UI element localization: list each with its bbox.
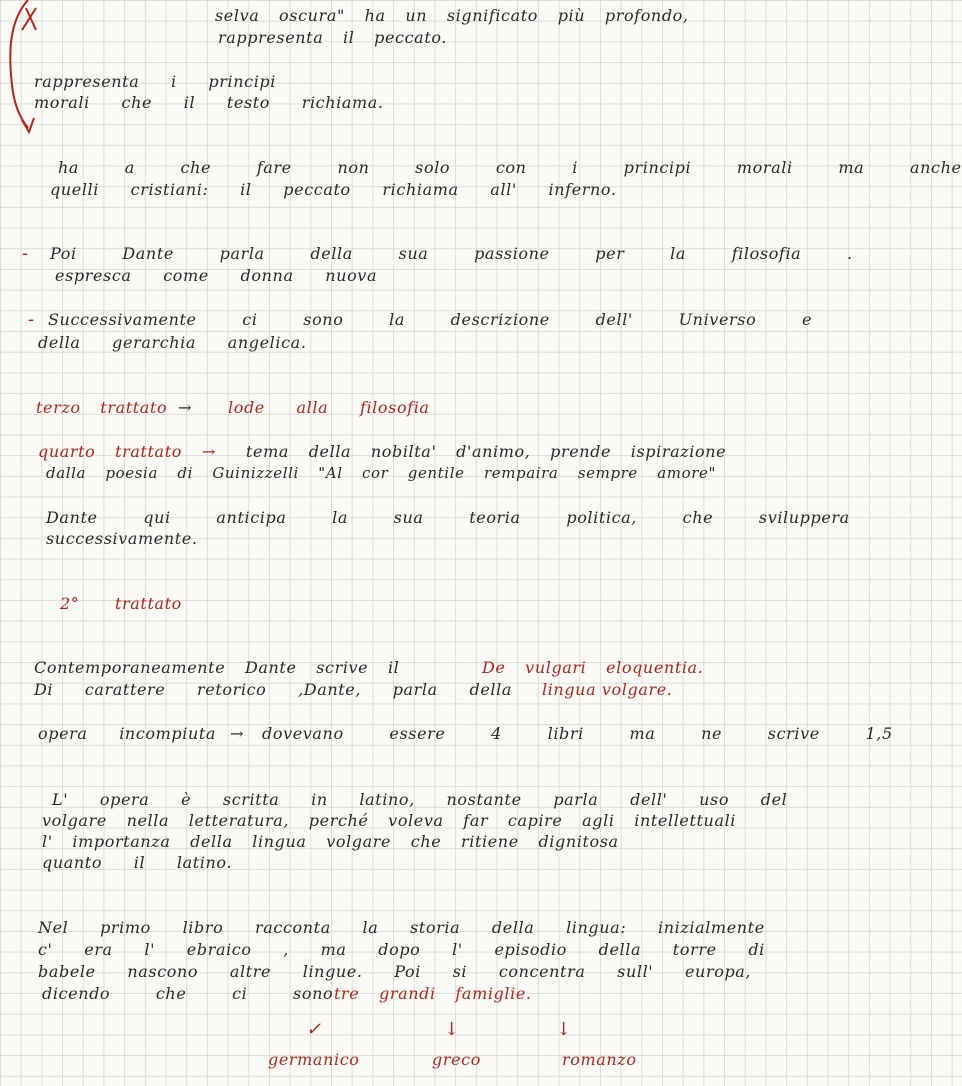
bullet-dash: - <box>28 309 35 330</box>
text-line: volgare nella letteratura, perché voleva far capire agli intellettuali <box>42 811 737 830</box>
text-line: morali che il testo richiama. <box>34 93 384 112</box>
text-line: Di carattere retorico ,Dante, parla della <box>34 680 512 699</box>
text-line: rappresenta il peccato. <box>218 28 447 47</box>
text-line: tema della nobilta' d'animo, prende ispirazione <box>246 442 727 461</box>
section-heading: 2° <box>60 594 80 613</box>
text-line: Nel primo libro racconta la storia della lingua: inizialmente <box>38 918 765 937</box>
text-line: quanto il latino. <box>42 853 233 872</box>
arrow-icon: → <box>202 442 217 461</box>
text-line: dovevano essere 4 libri ma ne scrive 1,5 <box>262 724 893 743</box>
text-line: dicendo che ci sono <box>42 984 334 1003</box>
text-line: L' opera è scritta in latino, nostante parla dell' uso del <box>52 790 788 809</box>
text-line: l' importanza della lingua volgare che ritiene dignitosa <box>42 832 619 851</box>
language-family: greco <box>432 1050 481 1069</box>
arrow-icon: → <box>230 724 245 743</box>
text-line: opera incompiuta <box>38 724 217 743</box>
text-line: rappresenta i principi <box>34 72 276 91</box>
section-heading: quarto trattato <box>38 442 182 461</box>
highlight-text: lingua volgare. <box>542 680 673 699</box>
text-line: Contemporaneamente Dante scrive il <box>34 658 400 677</box>
highlight-text: tre grandi famiglie. <box>334 984 532 1003</box>
arrow-icon: → <box>178 398 193 417</box>
text-line: Poi Dante parla della sua passione per la filosofia . <box>50 244 853 263</box>
text-line: Successivamente ci sono la descrizione dell' Universo e <box>48 310 813 329</box>
bullet-dash: - <box>22 243 29 264</box>
down-arrow-icon: ↓ <box>556 1019 572 1040</box>
language-family: romanzo <box>562 1050 637 1069</box>
text-line: quelli cristiani: il peccato richiama all' inferno. <box>50 180 617 199</box>
check-arrow-icon: ✓ <box>306 1019 322 1040</box>
down-arrow-icon: ↓ <box>444 1019 460 1040</box>
text-line: successivamente. <box>46 529 198 548</box>
section-topic: lode alla filosofia <box>228 398 430 417</box>
text-line: espresca come donna nuova <box>55 266 378 285</box>
text-line: della gerarchia angelica. <box>38 333 307 352</box>
text-line: c' era l' ebraico , ma dopo l' episodio della torre di <box>38 940 765 959</box>
text-line: babele nascono altre lingue. Poi si concentra sull' europa, <box>38 962 752 981</box>
text-line: dalla poesia di Guinizzelli "Al cor gentile rempaira sempre amore" <box>46 464 717 482</box>
text-line: ha a che fare non solo con i principi morali ma anche <box>58 158 962 177</box>
text-line: selva oscura" ha un significato più profondo, <box>215 6 689 25</box>
highlight-text: De vulgari eloquentia. <box>482 658 704 677</box>
section-heading: terzo trattato <box>36 398 168 417</box>
section-heading: trattato <box>115 594 182 613</box>
language-family: germanico <box>268 1050 360 1069</box>
text-line: Dante qui anticipa la sua teoria politica, che sviluppera <box>46 508 850 527</box>
